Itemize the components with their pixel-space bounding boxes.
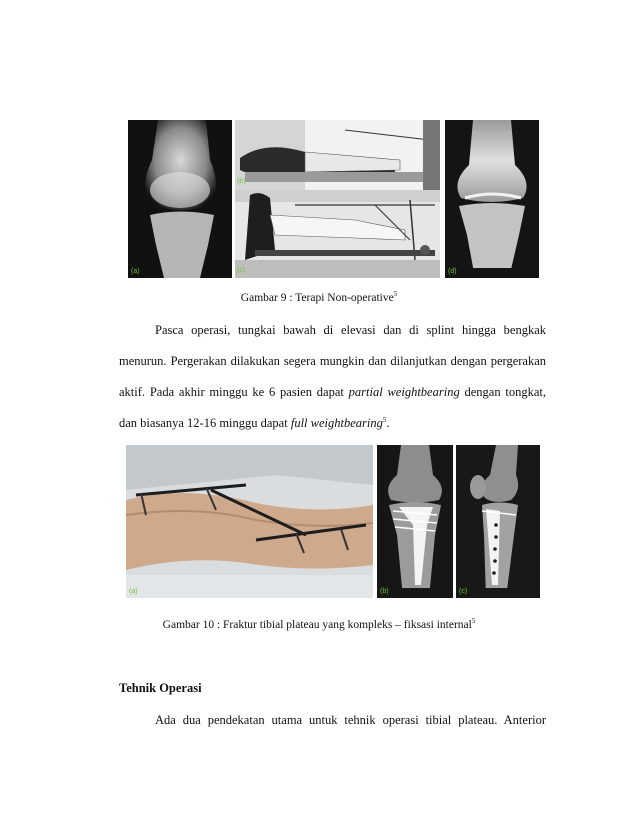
paragraph-1-italic-partial: partial weightbearing: [348, 385, 460, 399]
figure-10-caption-ref: 5: [471, 617, 476, 626]
body-paragraph-1: [119, 315, 546, 439]
figure-9c-photo-traction: [235, 190, 440, 278]
xray-plate-lateral-image: [456, 445, 540, 598]
figure-9-label-b: (b): [237, 178, 246, 185]
figure-9b-photo-splint: [235, 120, 440, 190]
figure-10-label-a: (a): [129, 588, 138, 595]
xray-knee-image: [445, 120, 539, 278]
paragraph-1-text-start: Pasca operasi, tungkai bawah di elevasi dan di splint hingga bengkak menurun. Pergerakan dilakukan segera mungkin dan dilanjutkan dengan pergerakan aktif. Pada akhir minggu ke 6 pasien dapat: [119, 323, 546, 399]
section-paragraph: [119, 705, 546, 736]
figure-10c-xray-plate-lateral: [456, 445, 540, 598]
figure-9a-xray-knee: [128, 120, 232, 278]
figure-9-caption: [0, 292, 638, 304]
xray-plate-ap-image: [377, 445, 453, 598]
paragraph-1-ref: 5: [382, 415, 387, 424]
xray-knee-image: [128, 120, 232, 278]
figure-10-caption: [0, 619, 638, 631]
figure-10b-xray-plate-ap: [377, 445, 453, 598]
paragraph-1-italic-full: full weightbearing: [290, 416, 383, 430]
paragraph-1-text-end: .: [386, 416, 390, 430]
figure-9-label-d: (d): [448, 268, 457, 275]
section-heading: Tehnik Operasi: [119, 681, 202, 695]
figure-10-caption-text: Gambar 10 : Fraktur tibial plateau yang kompleks – fiksasi internal: [162, 619, 472, 631]
figure-10-label-b: (b): [380, 588, 389, 595]
figure-9-label-a: (a): [131, 268, 140, 275]
splint-photo-image: [235, 120, 440, 190]
figure-9d-xray-knee: [445, 120, 539, 278]
figure-10a-photo-fixator: [126, 445, 373, 598]
section-paragraph-text: Ada dua pendekatan utama untuk tehnik operasi tibial plateau. Anterior: [155, 713, 546, 727]
figure-9-caption-text: Gambar 9 : Terapi Non-operative: [240, 292, 394, 304]
fixator-photo-image: [126, 445, 373, 598]
figure-9-label-c: (c): [237, 267, 246, 274]
figure-10-label-c: (c): [459, 588, 468, 595]
traction-photo-image: [235, 190, 440, 278]
figure-9-caption-ref: 5: [393, 290, 398, 299]
paragraph-1-text-middle: dengan tongkat, dan biasanya 12-16 minggu dapat: [119, 385, 546, 430]
